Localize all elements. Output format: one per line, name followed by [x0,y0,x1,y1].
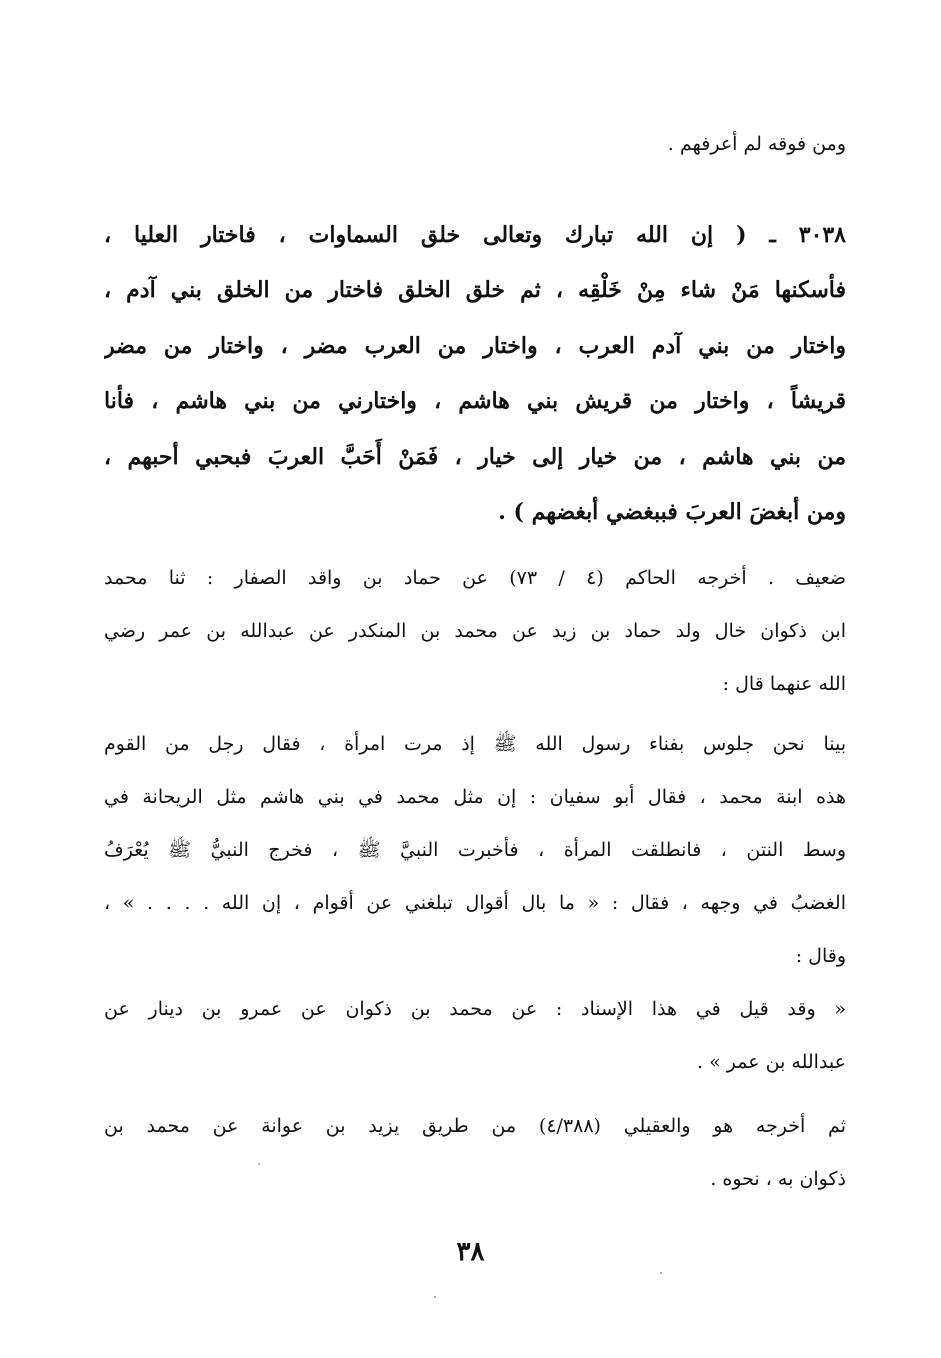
commentary-line: عبدالله بن عمر » . [697,1051,846,1073]
commentary-line: بينا نحن جلوس بفناء رسول الله ﷺ إذ مرت امرأة ، فقال رجل من القوم [104,733,846,755]
hadith-line-4: قريشاً ، واختار من قريش بني هاشم ، واختارني من بني هاشم ، فأنا [104,388,846,415]
commentary-paragraph-2 [104,718,846,983]
commentary-paragraph-4 [104,1100,846,1206]
commentary-line: الغضبُ في وجهه ، فقال : « ما بال أقوال تبلغني عن أقوام ، إن الله . . . . » ، [104,892,846,914]
hadith-line-5: من بني هاشم ، من خيار إلى خيار ، فَمَنْ أَحَبَّ العربَ فبحبي أحبهم ، [104,443,846,470]
hadith-line-1: ٣٠٣٨ ـ ( إن الله تبارك وتعالى خلق السماوات ، فاختار العليا ، [104,222,846,248]
hadith-line-6: ومن أبغضَ العربَ فببغضي أبغضهم ) . [498,499,846,526]
scan-speck [660,1272,662,1274]
commentary-line: وسط النتن ، فانطلقت المرأة ، فأخبرت النبيَّ ﷺ ، فخرج النبيُّ ﷺ يُعْرَفُ [104,839,846,861]
page-number: ٣٨ [456,1237,485,1267]
hadith-line-3: واختار من بني آدم العرب ، واختار من العرب مضر ، واختار من مضر [104,332,846,359]
commentary-line: الله عنهما قال : [722,673,846,695]
commentary-line: ثم أخرجه هو والعقيلي (٤/٣٨٨) من طريق يزيد بن عوانة عن محمد بن [104,1115,846,1137]
continuation-line [104,124,846,164]
commentary-paragraph-3 [104,983,846,1089]
commentary-paragraph-1 [104,552,846,711]
commentary-line: هذه ابنة محمد ، فقال أبو سفيان : إن مثل محمد في بني هاشم مثل الريحانة في [104,786,846,808]
scan-speck [258,1163,260,1165]
text-line: ومن فوقه لم أعرفهم . [667,133,846,155]
commentary-line: ذكوان به ، نحوه . [710,1168,846,1190]
commentary-line: ضعيف . أخرجه الحاكم (٤ / ٧٣) عن حماد بن واقد الصفار : ثنا محمد [104,567,846,589]
scan-speck [434,1296,436,1298]
hadith-text [104,208,846,540]
commentary-line: « وقد قيل في هذا الإسناد : عن محمد بن ذكوان عن عمرو بن دينار عن [104,998,846,1020]
hadith-line-2: فأسكنها مَنْ شاء مِنْ خَلْقِه ، ثم خلق الخلق فاختار من الخلق بني آدم ، [104,277,846,304]
commentary-line: ابن ذكوان خال ولد حماد بن زيد عن محمد بن المنكدر عن عبدالله بن عمر رضي [104,620,846,642]
commentary-line: وقال : [795,945,846,967]
